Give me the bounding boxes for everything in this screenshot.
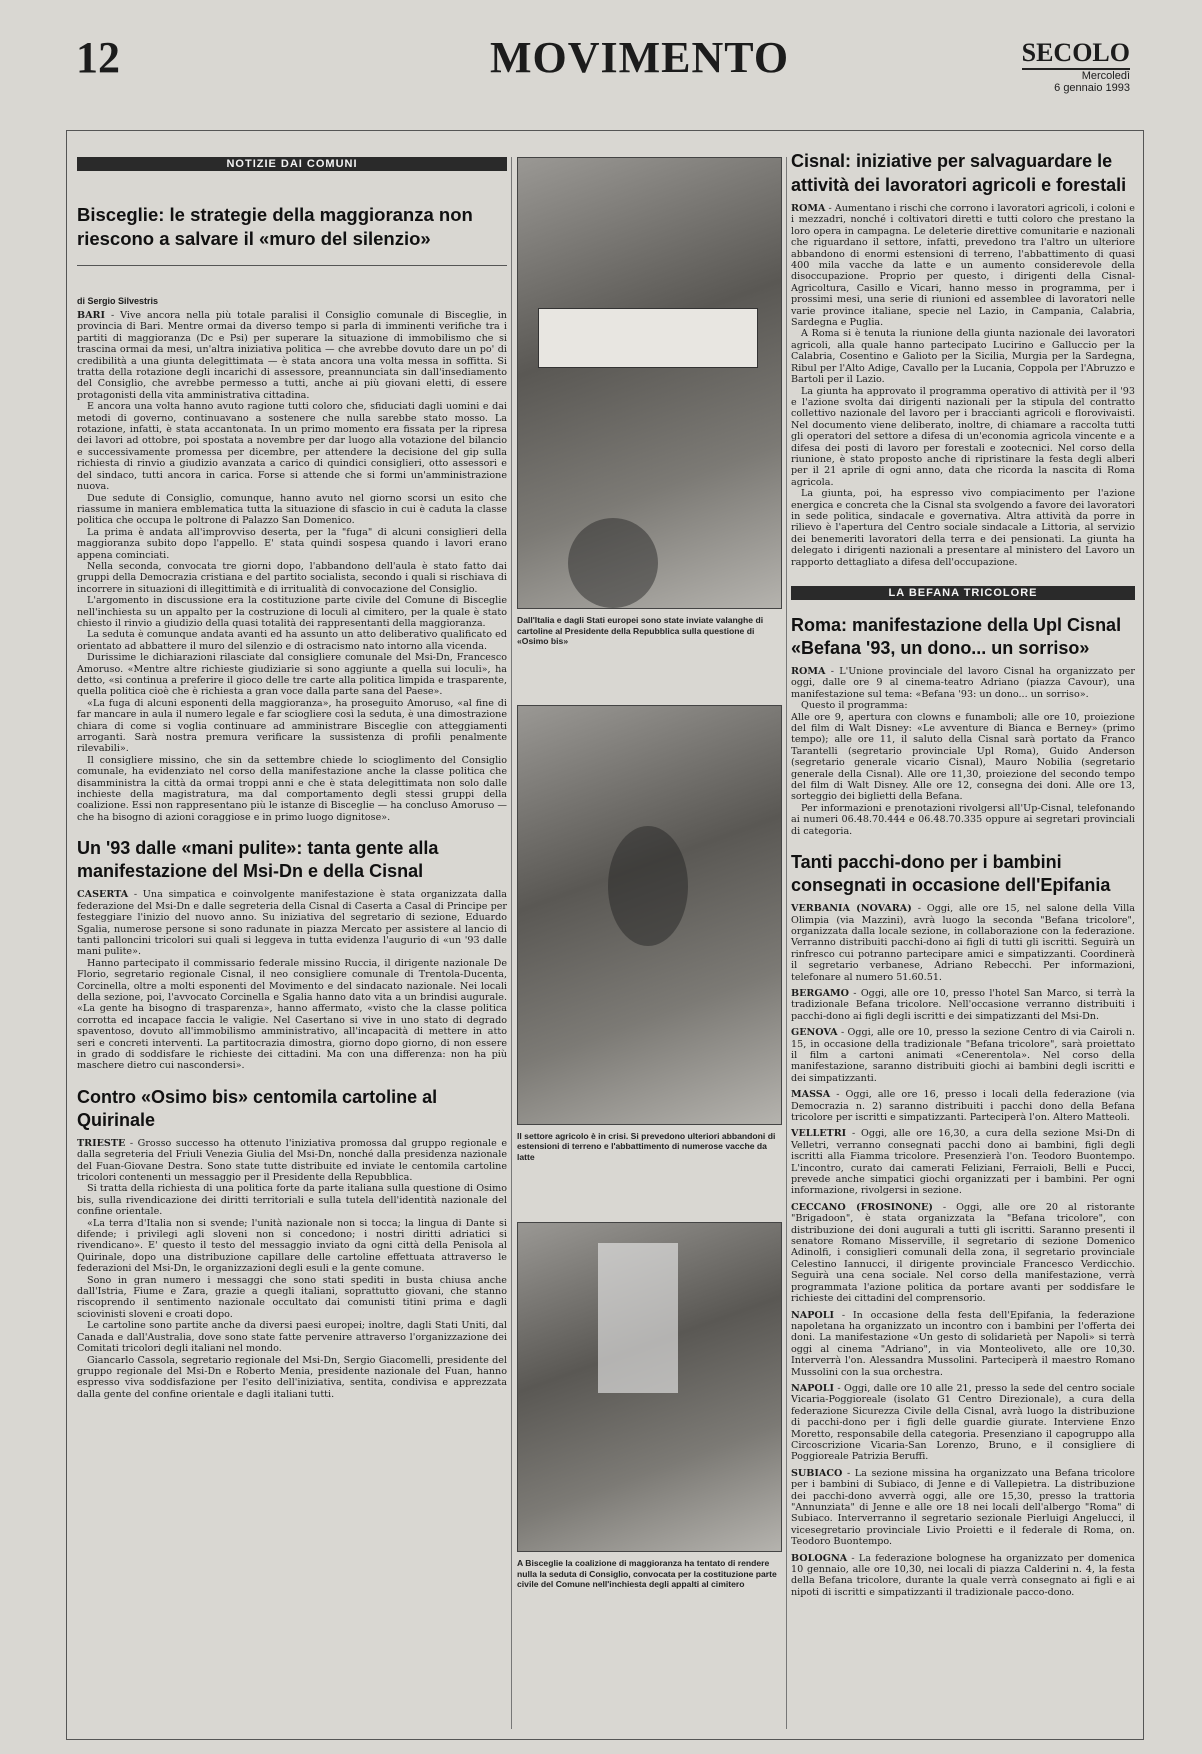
article-paragraph: La prima è andata all'improvviso deserta, per la "fuga" di alcuni consiglieri della maggioranza subito dopo l'appello. E' stata quindi sospesa quando i lavori erano appena cominciati. — [77, 526, 507, 561]
byline: di Sergio Silvestris — [77, 265, 507, 306]
paper-name: SECOLO — [1022, 38, 1130, 70]
article-paragraph: La seduta è comunque andata avanti ed ha assunto un atto deliberativo qualificato ed orientato ad abbattere il muro del silenzio e di ostracismo nato intorno alla vicenda. — [77, 629, 507, 652]
dateline: ROMA — [791, 203, 826, 214]
section-title: MOVIMENTO — [490, 33, 790, 82]
city-item: BERGAMO - Oggi, alle ore 10, presso l'hotel San Marco, si terrà la tradizionale Befana tricolore. Nell'occasione verranno distribuiti i pacchi-dono ai figli degli iscritti e dei simpatizzanti del Msi-Dn. — [791, 987, 1135, 1022]
city-dateline: BOLOGNA — [791, 1552, 848, 1564]
photo-caption: Dall'Italia e dagli Stati europei sono state inviate valanghe di cartoline al Presidente della Repubblica sulla questione di «Osimo bis» — [517, 615, 764, 646]
article-paragraph: ROMA - L'Unione provinciale del lavoro Cisnal ha organizzato per oggi, dalle ore 9 al cinema-teatro Adriano (piazza Cavour), una manifestazione sul tema: «Befana '93: un dono... un sorriso». — [791, 666, 1135, 700]
article-paragraph: Per informazioni e prenotazioni rivolgersi all'Up-Cisnal, telefonando ai numeri 06.48.70.444 e 06.48.70.335 oppure ai segretari provinciali di categoria. — [791, 802, 1135, 837]
article-paragraph: Due sedute di Consiglio, comunque, hanno avuto nel giorno scorsi un esito che riassume in maniera emblematica tutta la situazione di sfascio in cui è caduta la classe politica che occupa le poltrone di Palazzo San Domenico. — [77, 492, 507, 527]
article-paragraph: Giancarlo Cassola, segretario regionale del Msi-Dn, Sergio Giacomelli, presidente del gruppo regionale del Msi-Dn e Roberto Menia, presidente nazionale del Fuan, hanno espresso viva soddisfazione per l'esito dell'iniziativa, sentita, condivisa e apprezzata dalla gente del confine orientale e dagli italiani tutti. — [77, 1354, 507, 1400]
left-column — [77, 157, 507, 1400]
city-item: MASSA - Oggi, alle ore 16, presso i locali della federazione (via Democrazia n. 2) saranno distribuiti i pacchi dono della Befana tricolore per iscritti e simpatizzanti. Parteciperà l'on. Altero Matteoli. — [791, 1089, 1135, 1123]
city-item: NAPOLI - Oggi, dalle ore 10 alle 21, presso la sede del centro sociale Vicaria-Poggioreale (isolato G1 Centro Direzionale), a cura della federazione Sicurezza Civile della Cisnal, avrà luogo la distribuzione di pacchi-dono per i figli delle guardie giurate. Interviene Enzo Moretto, responsabile della categoria. Presenziano il capogruppo alla Circoscrizione Vicaria-San Lorenzo, Bruno, e il consigliere di Poggioreale Patrizia Beruffi. — [791, 1382, 1135, 1463]
column-rule — [786, 157, 787, 1729]
city-items-list — [791, 903, 1135, 1598]
article-paragraph: ROMA - Aumentano i rischi che corrono i lavoratori agricoli, i coloni e i mezzadri, nonché i coltivatori diretti e tutti coloro che prestano la loro opera in campagna. Le deleterie direttive comunitarie e nazionali che riguardano il settore, infatti, prevedono tra l'altro un ulteriore abbandono di enormi estensioni di terreno, l'abbattimento di quasi 400 mila vacche da latte e un aumento considerevole della disoccupazione. Proprio per questo, i dirigenti della Cisnal-Agricoltura, Casillo e Vicari, hanno messo in programma, per i prossimi mesi, una serie di riunioni ed assemblee di lavoratori nelle varie province italiane, specie nel Lazio, in Campania, Calabria, Sardegna e Puglia. — [791, 203, 1135, 329]
headline-cisnal: Cisnal: iniziative per salvaguardare le attività dei lavoratori agricoli e forestali — [791, 151, 1127, 195]
paper-logo-block — [1022, 38, 1130, 94]
photo-figure — [608, 826, 688, 946]
city-dateline: BERGAMO — [791, 987, 850, 999]
photo-farmer — [517, 705, 782, 1125]
city-dateline: VERBANIA (NOVARA) — [791, 903, 912, 915]
article-paragraph: Questo il programma: — [801, 700, 908, 712]
photo-monument — [598, 1243, 678, 1393]
page-number: 12 — [76, 33, 120, 82]
dateline: BARI — [77, 310, 106, 321]
dateline: TRIESTE — [77, 1137, 126, 1149]
headline-roma-befana: Roma: manifestazione della Upl Cisnal «Befana '93, un dono... un sorriso» — [791, 615, 1122, 658]
city-item: BOLOGNA - La federazione bolognese ha organizzato per domenica 10 gennaio, alle ore 10,30, nei locali di piazza Calderini n. 4, la festa della Befana tricolore, durante la quale verrà consegnato ai figli e ai nipoti di iscritti e simpatizzanti il tradizionale pacco-dono. — [791, 1552, 1135, 1598]
article-paragraph: BARI - Vive ancora nella più totale paralisi il Consiglio comunale di Bisceglie, in provincia di Bari. Mentre ormai da diverso tempo si parla di imminenti verifiche tra i partiti di maggioranza (Dc e Psi) per superare la situazione di immobilismo che si trascina ormai da mesi, un'altra iniziativa politica — che avrebbe dovuto dare un po' di credibilità a una giunta delegittimata — è stata ancora una volta messa in soffitta. Si tratta della rotazione degli incarichi di assessore, preannunciata sin dall'insediamento del Consiglio, che avrebbe permesso a tutti, anche ai più giovani eletti, di essere protagonisti della vita amministrativa cittadina. — [77, 310, 507, 401]
photo-caption: A Bisceglie la coalizione di maggioranza ha tentato di rendere nulla la seduta di Consiglio, convocata per la costituzione parte civile del Comune nell'inchiesta degli appalti al cimitero — [517, 1558, 777, 1589]
photo-protest — [517, 157, 782, 609]
issue-date: 6 gennaio 1993 — [1054, 82, 1130, 94]
article-paragraph: «La terra d'Italia non si svende; l'unità nazionale non si tocca; la lingua di Dante si difende; i privilegi agli sloveni non si concedono; i nostri diritti adriatici si rivendicano». E' questo il testo del messaggio inviato da ogni città della Penisola al Quirinale, dopo una distribuzione capillare delle cartoline effettuata attraverso le federazioni del Msi-Dn, le organizzazioni degli esuli e la gente comune. — [77, 1217, 507, 1275]
article-paragraph: Hanno partecipato il commissario federale missino Ruccia, il dirigente nazionale De Florio, segretario regionale Cisnal, il neo consigliere comunale di Trentola-Ducenta, Corcinella, oltre a molti esponenti del Movimento e del sindacato nazionale. Nei locali della sezione, poi, l'avvocato Corcinella e Sgalia hanno dato vita a un brindisi augurale. «La gente ha bisogno di trasparenza», hanno affermato, «visto che la classe politica corrotta ed incapace faccia le valigie. Nel Casertano si vive in uno stato di degrado spaventoso, dovuto all'immobilismo amministrativo, all'incapacità di mettere in atto seri e concreti interventi. La partitocrazia dimostra, giorno dopo giorno, di non essere in grado di soddisfare le richieste dei cittadini. Ma con una differenza: non ha più maschere dietro cui nascondersi». — [77, 957, 507, 1072]
headline-bisceglie: Bisceglie: le strategie della maggioranza non riescono a salvare il «muro del silenzio» — [77, 204, 473, 249]
city-dateline: NAPOLI — [791, 1382, 835, 1394]
city-item: VERBANIA (NOVARA) - Oggi, alle ore 15, nel salone della Villa Olimpia (via Mazzini), avrà luogo la seconda "Befana tricolore", organizzata dalla locale sezione, in collaborazione con la federazione. Verranno distribuiti pacchi-dono ai figli di tutti gli iscritti. Seguirà un rinfresco cui potranno partecipare amici e simpatizzanti. Coordinerà il segretario verbanese, Adriano Rebecchi. Per informazioni, telefonare al numero 51.60.51. — [791, 903, 1135, 983]
section-bar-comuni: NOTIZIE DAI COMUNI — [77, 157, 507, 171]
photo-caption: Il settore agricolo è in crisi. Si prevedono ulteriori abbandoni di estensioni di terreno e l'abbattimento di numerose vacche da latte — [517, 1130, 776, 1162]
masthead — [70, 24, 1130, 112]
dateline: ROMA — [791, 666, 826, 677]
headline-pacchi-dono: Tanti pacchi-dono per i bambini consegnati in occasione dell'Epifania — [791, 852, 1111, 896]
article-paragraph: La giunta ha approvato il programma operativo di attività per il '93 e l'azione svolta dai dirigenti nazionali per la stipula del contratto collettivo nazionale del lavoro per i braccianti agricoli e florovivaisti. Nel documento viene deliberato, inoltre, di chiamare a raccolta tutti gli operatori del settore a difesa di un'economia agricola vincente e a difesa dei posti di lavoro per forestali e zootecnici. Nel corso della riunione, è stato proposto anche di ripristinare la festa degli alberi per il 21 aprile di ogni anno, data che ricorda la nascita di Roma agricola. — [791, 385, 1135, 488]
city-item: CECCANO (FROSINONE) - Oggi, alle ore 20 al ristorante "Brigadoon", è stata organizzata la "Befana tricolore", con distribuzione dei doni augurali a tutti gli iscritti. Saranno presenti il senatore Romano Misserville, il segretario di sezione Domenico Adinolfi, i consiglieri comunali della zona, il segretario provinciale Celestino Iannucci, il dirigente provinciale Francesco Verdicchio. Seguirà una cena sociale. Nel corso della manifestazione, verrà programmata l'azione politica da portare avanti per soddisfare le richieste dei cittadini del comprensorio. — [791, 1201, 1135, 1305]
article-paragraph: E ancora una volta hanno avuto ragione tutti coloro che, sfiduciati dagli uomini e dai metodi di governo, continuavano a sostenere che nulla sarebbe stato mosso. La rotazione, infatti, è stata accantonata. In un primo momento era fissata per la ripresa dei lavori ad ottobre, poi spostata a novembre per dar luogo alla votazione del bilancio e successivamente promessa per dicembre, per attendere la decisione del gip sulla richiesta di rinvio a giudizio avanzata a carico di quindici consiglieri, otto assessori e del sindaco, tutti ancora in carica. Forse si attende che si formi un'amministrazione nuova. — [77, 401, 507, 493]
city-dateline: GENOVA — [791, 1027, 838, 1039]
article-paragraph: L'argomento in discussione era la costituzione parte civile del Comune di Bisceglie nell'inchiesta su un appalto per la costruzione di loculi al cimitero, per la quale è stato chiesto il rinvio a giudizio della quasi totalità dei rappresentanti della maggioranza. — [77, 595, 507, 629]
photo-banner — [538, 308, 758, 368]
headline-caserta: Un '93 dalle «mani pulite»: tanta gente alla manifestazione del Msi-Dn e della Cisnal — [77, 838, 439, 882]
issue-weekday: Mercoledì — [1081, 70, 1130, 82]
city-item: NAPOLI - In occasione della festa dell'Epifania, la federazione napoletana ha organizzato un incontro con i bambini per l'offerta dei doni. La manifestazione «Un gesto di solidarietà per Napoli» si terrà oggi al cinema "Adriano", in via Monteoliveto, alle ore 10,30. Interverrà l'on. Alessandra Mussolini. Parteciperà il maestro Romano Mussolini con la sua orchestra. — [791, 1309, 1135, 1378]
article-paragraph: A Roma si è tenuta la riunione della giunta nazionale dei lavoratori agricoli, alla quale hanno partecipato Lucirino e Galluccio per la Calabria, Cosentino e Galioto per la Sicilia, Murgia per la Sardegna, Ribul per l'Alto Adige, Cavallo per la Lucania, Coppola per l'Abruzzo e Bartoli per il Lazio. — [791, 328, 1135, 386]
photo-figure — [568, 518, 658, 608]
article-paragraph: Nella seconda, convocata tre giorni dopo, l'abbandono dell'aula è stato fatto dai gruppi della Democrazia cristiana e del partito socialista, secondo i quali si rischiava di incorrere in situazioni di illegittimità e di irritualità di convocazione del Consiglio. — [77, 560, 507, 595]
city-dateline: MASSA — [791, 1089, 831, 1101]
city-item: GENOVA - Oggi, alle ore 10, presso la sezione Centro di via Cairoli n. 15, in occasione della tradizionale "Befana tricolore", sarà proiettato il film a cartoni animati «Cenerentola». Nel corso della manifestazione, saranno distribuiti giochi ai bambini degli iscritti e dei simpatizzanti. — [791, 1027, 1135, 1084]
photo-column — [517, 157, 782, 1604]
city-item: SUBIACO - La sezione missina ha organizzato una Befana tricolore per i bambini di Subiaco, di Jenne e di Vallepietra. La distribuzione dei pacchi-dono avverrà oggi, alle ore 15,30, presso la trattoria "Annunziata" di Jenne e alle ore 18 nei locali dell'albergo "Roma" di Subiaco. Interverranno il segretario sezionale Pierluigi Angelucci, il vicesegretario provinciale Livio Proietti e il federale di Roma, on. Teodoro Buontempo. — [791, 1467, 1135, 1548]
right-column — [791, 151, 1135, 1603]
headline-osimo: Contro «Osimo bis» centomila cartoline al Quirinale — [77, 1086, 438, 1130]
article-paragraph: Alle ore 9, apertura con clowns e funamboli; alle ore 10, proiezione del film di Walt Disney: «Le avventure di Bianca e Berney» (primo tempo); alle ore 11, il saluto della Cisnal sarà portato da Franco Tarantelli (segretario provinciale Upl Roma), Guido Anderson (segretario generale vicario Cisnal), Mauro Nobilia (segretario generale della Cisnal). Alle ore 11,30, proiezione del secondo tempo del film di Walt Disney. Alle ore 12, consegna dei doni. Alle ore 13, sorteggio dei biglietti della Befana. — [791, 711, 1135, 803]
article-paragraph: Il consigliere missino, che sin da settembre chiede lo scioglimento del Consiglio comunale, ha evidenziato nel corso della manifestazione anche la classe politica che disamministra la città da ormai troppi anni e che è stata delegittimata non solo dalle inchieste della magistratura, ma dal comportamento degli stessi gruppi della coalizione. Essi non rappresentano più le istanze di Bisceglie — ha concluso Amoruso — che ha bisogno di azioni coraggiose e in primo luogo dignitose». — [77, 754, 507, 823]
section-bar-befana: LA BEFANA TRICOLORE — [791, 586, 1135, 600]
photo-cemetery — [517, 1222, 782, 1552]
city-dateline: SUBIACO — [791, 1467, 843, 1479]
article-paragraph: Si tratta della richiesta di una politica forte da parte italiana sulla questione di Osimo bis, sulla rivendicazione dei diritti territoriali e sulla tutela dell'identità nazionale del confine orientale. — [77, 1183, 507, 1218]
article-paragraph: CASERTA - Una simpatica e coinvolgente manifestazione è stata organizzata dalla federazione del Msi-Dn e dalle segreteria della Cisnal di Caserta a Casal di Principe per festeggiare l'inizio del nuovo anno. Su iniziativa del segretario di sezione, Eduardo Sgalia, numerose persone si sono radunate in piazza Mercato per assistere al lancio di tanti palloncini tricolori sui quali si leggeva in tutta evidenza l'augurio di «un '93 dalle mani pulite». — [77, 889, 507, 958]
column-rule — [511, 157, 512, 1729]
article-paragraph: La giunta, poi, ha espresso vivo compiacimento per l'azione energica e concreta che la Cisnal sta svolgendo a favore dei lavoratori in sede politica, sindacale e governativa. Altra attività da porre in rilievo è l'apertura del Centro sociale sindacale a Littoria, al servizio dei benemeriti lavoratori della terra e dei pensionati. La giunta ha delegato i dirigenti nazionali a presentare al ministero del Lavoro un rapporto dettagliato a difesa dell'occupazione. — [791, 488, 1135, 568]
article-paragraph: Durissime le dichiarazioni rilasciate dal consigliere comunale del Msi-Dn, Francesco Amoruso. «Mentre altre richieste giudiziarie si sono aggiunte a quella sui loculi», ha detto, «si continua a preferire il gioco delle tre carte alla politica limpida e trasparente, quella politica cioè che è richiesta a gran voce dalla parte sana del Paese». — [77, 652, 507, 698]
article-paragraph: «La fuga di alcuni esponenti della maggioranza», ha proseguito Amoruso, «al fine di far mancare in aula il numero legale e far sciogliere così la seduta, è una dimostrazione chiara di come si voglia continuare ad amministrare Bisceglie con atteggiamenti arroganti. Sarà nostra premura verificare la sussistenza di profili penalmente rilevabili». — [77, 697, 507, 755]
city-dateline: CECCANO (FROSINONE) — [791, 1201, 933, 1213]
city-dateline: VELLETRI — [791, 1128, 847, 1140]
city-dateline: NAPOLI — [791, 1309, 835, 1321]
article-paragraph: Le cartoline sono partite anche da diversi paesi europei; inoltre, dagli Stati Uniti, dal Canada e dall'Australia, dove sono state fatte pervenire attraverso l'organizzazione dei Comitati tricolori degli italiani nel mondo. — [77, 1320, 507, 1355]
dateline: CASERTA — [77, 889, 129, 901]
article-paragraph: Sono in gran numero i messaggi che sono stati spediti in busta chiusa anche dall'Istria, Fiume e Zara, grazie a quegli italiani, soprattutto giovani, che stanno riscoprendo il sentimento nazionale occultato dai comunisti titini prima e dagli sciovinisti sloveni e croati dopo. — [77, 1274, 507, 1320]
article-paragraph: TRIESTE - Grosso successo ha ottenuto l'iniziativa promossa dal gruppo regionale e dalla segreteria del Friuli Venezia Giulia del Msi-Dn, nonché dalla presidenza nazionale del Fuan-Giovane Destra. Sono state tutte distribuite ed inviate le centomila cartoline tricolori contenenti un messaggio per il Presidente della Repubblica. — [77, 1137, 507, 1183]
page-frame — [66, 130, 1144, 1740]
city-item: VELLETRI - Oggi, alle ore 16,30, a cura della sezione Msi-Dn di Velletri, verranno consegnati pacchi dono ai bambini, figli degli iscritti alla Fiamma tricolore. Presenzierà l'on. Teodoro Buontempo. L'incontro, curato dai camerati Feliziani, Ferraioli, Belli e Pucci, prevede anche simpatici giochi organizzati per i bambini. Per ogni informazione, rivolgersi in sezione. — [791, 1128, 1135, 1197]
